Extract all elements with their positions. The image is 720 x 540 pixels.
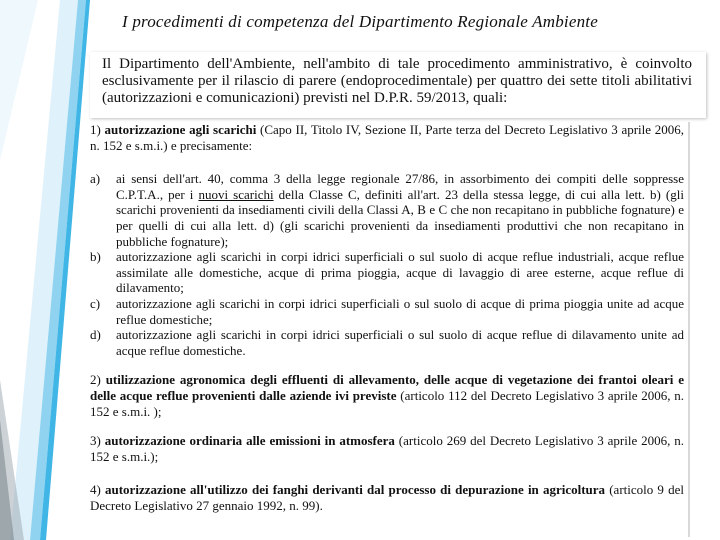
sub-item-text: ai sensi dell'art. 40, comma 3 della legge regionale 27/86, in assorbimento dei compiti delle soppresse C.P.T.A., per i (116, 171, 684, 202)
sub-item-c (90, 296, 684, 327)
item-bold-title: autorizzazione ordinaria alle emissioni in atmosfera (104, 433, 395, 449)
sub-item-letter: b) (90, 249, 101, 265)
list-item-4 (90, 482, 684, 513)
sub-item-a (90, 171, 684, 249)
item-rest-text: (Capo II, Titolo IV, Sezione II, Parte terza del Decreto Legislativo 3 aprile 2006, n. 152 e s.m.i.) e precisamente: (90, 122, 684, 153)
sub-item-text-post: della Classe C, definiti all'art. 23 della stessa legge, di cui alla lett. b) (gli scarichi provenienti da insediamenti civili della Classi A, B e C che non recapitano in pubbliche fognature) e per quelli di cui alla lett. d) (gli scarichi provenienti da insediamenti produttivi che non recapitano in pubbliche fognature); (116, 186, 684, 249)
item-number: 1) (90, 122, 105, 137)
sub-item-text: autorizzazione agli scarichi in corpi idrici superficiali o sul suolo di acque reflue industriali, acque reflue assimilate alle domestiche, acque di prima pioggia, acque di lavaggio di aree esterne, acque reflue di dilavamento; (116, 249, 684, 296)
sub-item-text: autorizzazione agli scarichi in corpi idrici superficiali o sul suolo di acque di prima pioggia unite ad acque reflue domestiche; (116, 295, 684, 327)
item-rest-text: (articolo 269 del Decreto Legislativo 3 aprile 2006, n. 152 e s.m.i.); (90, 433, 684, 464)
item-bold-title: autorizzazione all'utilizzo dei fanghi derivanti dal processo di depurazione in agricoltura (105, 482, 606, 498)
intro-paragraph: Il Dipartimento dell'Ambiente, nell'ambito di tale procedimento amministrativo, è coinvolto esclusivamente per il rilascio di parere (endoprocedimentale) per quattro dei sette titoli abilitativi (autorizzazioni e comunicazioni) previsti nel D.P.R. 59/2013, quali: (90, 52, 706, 118)
sub-item-d (90, 327, 684, 358)
sub-item-letter: c) (90, 295, 101, 311)
sub-item-letter: a) (90, 171, 101, 187)
item-rest-text: (articolo 9 del Decreto Legislativo 27 gennaio 1992, n. 99). (90, 482, 684, 513)
item-bold-title: autorizzazione agli scarichi (104, 122, 257, 137)
item-rest-text: (articolo 112 del Decreto Legislativo 3 aprile 2006, n. 152 e s.m.i. ); (90, 387, 684, 419)
item-number: 2) (90, 372, 106, 388)
sub-item-text: autorizzazione agli scarichi in corpi idrici superficiali o sul suolo di acque reflue di dilavamento unite ad acque reflue domestiche. (116, 327, 684, 358)
item-bold-title: utilizzazione agronomica degli effluenti di allevamento, delle acque di vegetazione dei frantoi oleari e delle acque reflue provenienti dalle aziende ivi previste (90, 372, 684, 403)
sub-item-underlined: nuovi scarichi (198, 186, 274, 202)
item-number: 3) (90, 433, 105, 449)
slide-title: I procedimenti di competenza del Dipartimento Regionale Ambiente (122, 12, 598, 31)
list-item-1 (90, 122, 684, 153)
document-scan (90, 52, 706, 538)
list-item-2 (90, 372, 684, 419)
procedures-list (90, 122, 690, 537)
sub-item-letter: d) (90, 327, 101, 343)
list-item-3 (90, 433, 684, 464)
sub-item-b (90, 249, 684, 296)
item-number: 4) (90, 482, 105, 498)
decorative-side-bands (0, 0, 90, 540)
